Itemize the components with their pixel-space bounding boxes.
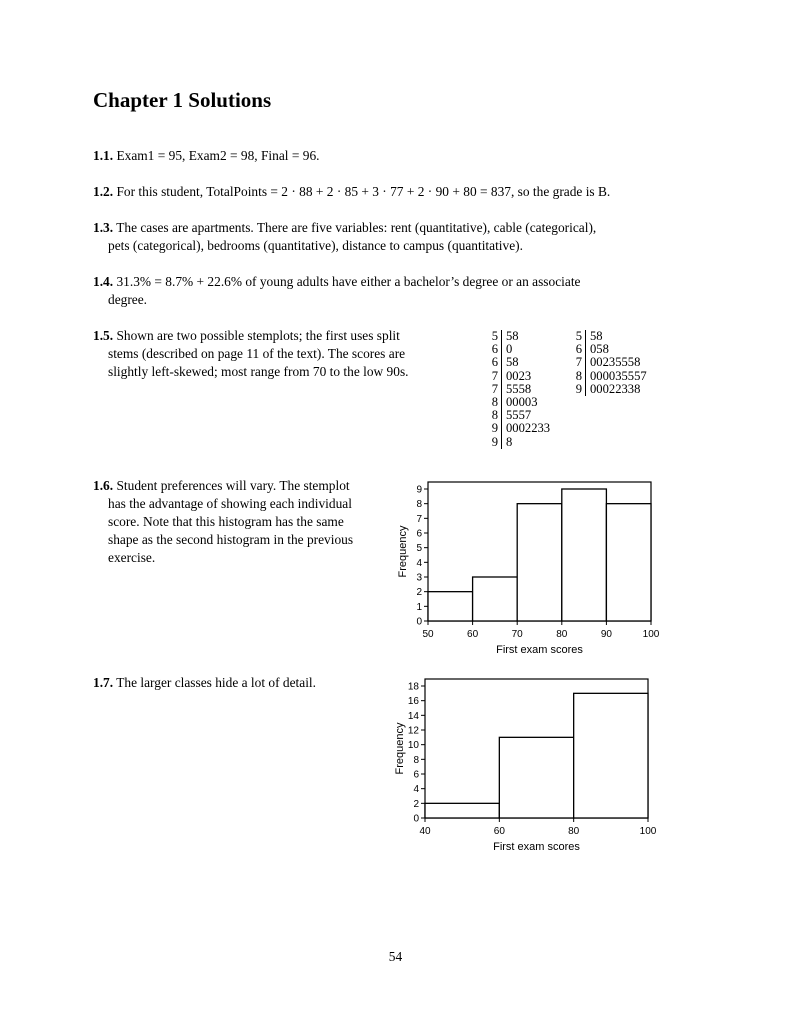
stem-value: 6 [484, 356, 502, 369]
problem-text: The larger classes hide a lot of detail. [116, 675, 316, 690]
histogram-bar [473, 577, 518, 621]
y-tick-label: 2 [413, 798, 419, 810]
problem-text-line: stems (described on page 11 of the text). The scores are [108, 346, 406, 361]
x-tick-label: 90 [600, 629, 612, 640]
problem-text-line: score. Note that this histogram has the same [108, 514, 344, 529]
stem-value: 9 [568, 383, 586, 396]
problem-number: 1.6. [93, 478, 114, 493]
problem-text-line: Shown are two possible stemplots; the first uses split [116, 328, 400, 343]
problem-text-line: shape as the second histogram in the previous [108, 532, 354, 547]
y-tick-label: 0 [413, 813, 419, 825]
y-tick-label: 14 [407, 710, 419, 722]
leaf-values: 8 [506, 434, 513, 449]
problem-text-line: The cases are apartments. There are five variables: rent (quantitative), cable (categorical), [116, 220, 597, 235]
y-tick-label: 0 [416, 616, 422, 628]
y-tick-label: 2 [416, 587, 422, 599]
stem-value: 9 [484, 422, 502, 435]
leaf-values: 58 [590, 329, 603, 343]
stem-value: 5 [484, 330, 502, 343]
y-tick-label: 10 [407, 740, 419, 752]
leaf-values: 0002233 [506, 421, 551, 436]
stem-value: 5 [568, 330, 586, 343]
y-tick-label: 3 [416, 572, 422, 584]
y-tick-label: 6 [413, 769, 419, 781]
x-tick-label: 50 [422, 629, 434, 640]
leaf-values: 00022338 [590, 381, 641, 396]
histogram-bar [499, 737, 573, 818]
y-axis-label: Frequency [397, 525, 409, 578]
problem-text-line: 31.3% = 8.7% + 22.6% of young adults have either a bachelor’s degree or an associate [116, 274, 581, 289]
y-tick-label: 16 [407, 696, 419, 708]
problem-text: Exam1 = 95, Exam2 = 98, Final = 96. [116, 148, 320, 163]
x-tick-label: 60 [493, 826, 505, 837]
histogram-bar [606, 504, 651, 621]
problem-text: For this student, TotalPoints = 2 · 88 + 2 · 85 + 3 · 77 + 2 · 90 + 80 = 837, so the grade is B. [116, 184, 611, 199]
leaf-values: 0023 [506, 368, 532, 383]
x-axis-label: First exam scores [496, 644, 583, 656]
problem-number: 1.2. [93, 184, 114, 199]
x-tick-label: 80 [568, 826, 580, 837]
page-number: 54 [388, 949, 403, 964]
leaf-values: 00003 [506, 395, 538, 410]
problem-number: 1.1. [93, 148, 114, 163]
y-tick-label: 12 [407, 725, 419, 737]
problem-text-line: has the advantage of showing each individual [108, 496, 352, 511]
problem-number: 1.7. [93, 675, 114, 690]
stem-value: 9 [484, 436, 502, 449]
histogram-bar [425, 803, 499, 818]
stem-value: 7 [484, 383, 502, 396]
stem-value: 6 [568, 343, 586, 356]
leaf-values: 5557 [506, 408, 532, 423]
leaf-values: 000035557 [590, 368, 647, 383]
x-tick-label: 80 [556, 629, 568, 640]
chapter-title: Chapter 1 Solutions [93, 88, 272, 112]
y-tick-label: 1 [416, 601, 422, 613]
stem-value: 8 [568, 370, 586, 383]
x-tick-label: 60 [467, 629, 479, 640]
stem-value: 6 [484, 343, 502, 356]
problem-text-line: pets (categorical), bedrooms (quantitative), distance to campus (quantitative). [108, 238, 523, 253]
stem-value: 8 [484, 409, 502, 422]
leaf-values: 5558 [506, 381, 532, 396]
y-tick-label: 8 [416, 499, 422, 511]
stem-value: 8 [484, 396, 502, 409]
x-tick-label: 70 [511, 629, 523, 640]
histogram-bar [428, 592, 473, 621]
problem-text-line: slightly left-skewed; most range from 70 to the low 90s. [108, 364, 409, 379]
y-tick-label: 4 [416, 557, 422, 569]
problem-text-line: exercise. [108, 550, 156, 565]
x-axis-label: First exam scores [493, 841, 580, 853]
leaf-values: 00235558 [590, 355, 641, 370]
leaf-values: 58 [506, 329, 519, 343]
y-tick-label: 4 [413, 784, 419, 796]
leaf-values: 058 [590, 342, 609, 357]
y-axis-label: Frequency [394, 722, 406, 775]
y-tick-label: 9 [416, 484, 422, 496]
y-tick-label: 7 [416, 513, 422, 525]
problem-text-line: Student preferences will vary. The stemplot [116, 478, 350, 493]
leaf-values: 0 [506, 342, 513, 357]
x-tick-label: 100 [639, 826, 657, 837]
problem-number: 1.5. [93, 328, 114, 343]
histogram-bar [517, 504, 562, 621]
y-tick-label: 8 [413, 754, 419, 766]
x-tick-label: 40 [419, 826, 431, 837]
y-tick-label: 18 [407, 681, 419, 693]
problem-text-line: degree. [108, 292, 148, 307]
histogram-bar [574, 693, 648, 818]
stem-value: 7 [568, 356, 586, 369]
stem-value: 7 [484, 370, 502, 383]
leaf-values: 58 [506, 355, 519, 370]
y-tick-label: 5 [416, 543, 422, 555]
histogram-bar [562, 489, 607, 621]
problem-number: 1.3. [93, 220, 114, 235]
problem-number: 1.4. [93, 274, 114, 289]
x-tick-label: 100 [642, 629, 660, 640]
y-tick-label: 6 [416, 528, 422, 540]
